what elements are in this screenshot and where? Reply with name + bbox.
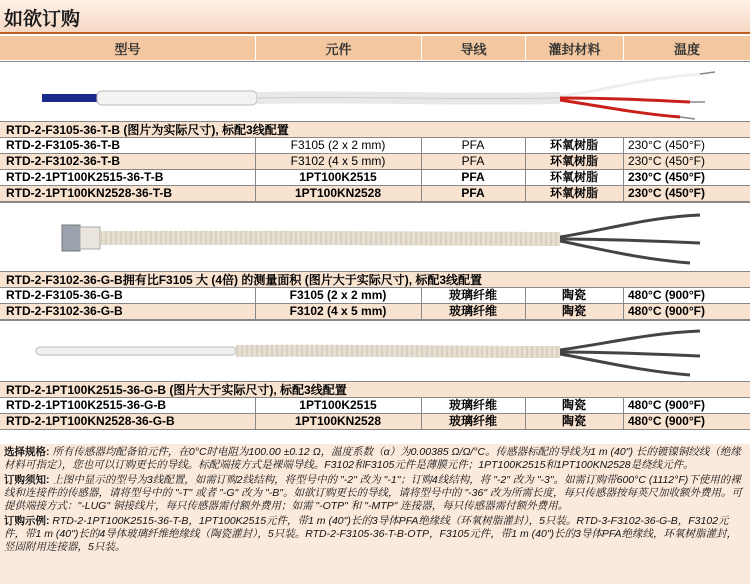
order-note-text: 上图中显示的型号为3线配置，如需订购2线结构，将型号中的 "-2" 改为 "-1"；订购4线结构，将 "-2" 改为 "-3"。如需订购带600°C (1112°F)下使用的裸线和连接件的传感器，请将型号中的 "-T" 或者 "-G" 改为 "-B"。如欲订购更长的导线，请将型号中的 "-36" 改为所需长度，每只传感器按每英尺加收额外费用。可提供端接方式："-LUG" 铜接线片，每只传感器需付额外费用；如需 "-OTP" 和 "-MTP" 连接器，每只传感器需付额外费用。: [4, 474, 742, 512]
temperature-cell: 480°C (900°F): [628, 414, 705, 428]
wire-cell: 玻璃纤维: [448, 398, 497, 412]
potting-cell: 陶瓷: [561, 304, 586, 318]
page-title: 如欲订购: [4, 9, 81, 30]
temperature-cell: 230°C (450°F): [628, 138, 705, 152]
caption-f3102: RTD-2-F3102-36-G-B拥有比F3105 大 (4倍) 的测量面积 (图片大于实际尺寸), 标配3线配置: [0, 272, 750, 288]
table-row: [0, 186, 750, 202]
model-cell: RTD-2-1PT100K2515-36-T-B: [6, 170, 164, 184]
wire-cell: 玻璃纤维: [448, 304, 497, 318]
wire-cell: PFA: [461, 138, 485, 152]
potting-cell: 环氧树脂: [549, 154, 598, 168]
table-row: [0, 414, 750, 430]
table-row: [0, 138, 750, 154]
temperature-cell: 230°C (450°F): [628, 186, 705, 200]
sensor-photo-fiberglass-1pt100: [0, 320, 750, 382]
example-note-label: 订购示例:: [4, 515, 50, 527]
table-row: [0, 304, 750, 320]
wire-cell: PFA: [461, 154, 485, 168]
element-cell: F3102 (4 x 5 mm): [290, 154, 386, 168]
temperature-cell: 230°C (450°F): [628, 170, 705, 184]
element-cell: 1PT100KN2528: [294, 414, 382, 428]
order-note: [4, 474, 746, 513]
element-cell: F3102 (4 x 5 mm): [289, 304, 387, 318]
caption-pfa: RTD-2-F3105-36-T-B (图片为实际尺寸), 标配3线配置: [0, 122, 750, 138]
wire-cell: PFA: [461, 186, 485, 200]
model-cell: RTD-2-F3102-36-G-B: [6, 304, 123, 318]
potting-cell: 陶瓷: [561, 398, 586, 412]
potting-cell: 环氧树脂: [549, 170, 598, 184]
header-temperature: 温度: [624, 36, 750, 60]
caption-1pt100: RTD-2-1PT100K2515-36-G-B (图片大于实际尺寸), 标配3线配置: [0, 382, 750, 398]
table-row: [0, 154, 750, 170]
wire-cell: 玻璃纤维: [448, 414, 497, 428]
model-cell: RTD-2-1PT100KN2528-36-T-B: [6, 186, 173, 200]
model-cell: RTD-2-F3105-36-G-B: [6, 288, 123, 302]
header-wire: 导线: [422, 36, 526, 60]
element-cell: F3105 (2 x 2 mm): [289, 288, 387, 302]
temperature-cell: 480°C (900°F): [628, 304, 705, 318]
wire-cell: PFA: [461, 170, 485, 184]
element-cell: 1PT100KN2528: [294, 186, 382, 200]
table-row: [0, 288, 750, 304]
temperature-cell: 480°C (900°F): [628, 398, 705, 412]
potting-cell: 陶瓷: [561, 414, 586, 428]
model-cell: RTD-2-F3102-36-T-B: [6, 154, 121, 168]
model-cell: RTD-2-1PT100K2515-36-G-B: [6, 398, 167, 412]
potting-cell: 环氧树脂: [549, 186, 598, 200]
wire-cell: 玻璃纤维: [448, 288, 497, 302]
header-model: 型号: [0, 36, 256, 60]
element-cell: F3105 (2 x 2 mm): [290, 138, 386, 152]
example-note-text: RTD-2-1PT100K2515-36-T-B，1PT100K2515元件，带1 m (40")长的3导体PFA绝缘线（环氧树脂灌封），5只装。RTD-3-F3102-36-G-B，F3102元件，带1 m (40")长的4导体玻璃纤维绝缘线（陶瓷灌封），5只装。RTD-2-F3105-36-T-B-OTP，F3105元件，带1 m (40")长的3导体PFA绝缘线，环氧树脂灌封，竖固附用连接器，5只装。: [4, 515, 738, 553]
order-note-label: 订购须知:: [4, 474, 50, 486]
potting-cell: 陶瓷: [561, 288, 586, 302]
sensor-photo-pfa: [0, 61, 750, 122]
sensor-photo-fiberglass-f3102: [0, 202, 750, 272]
table-row: [0, 398, 750, 414]
example-note: [4, 515, 746, 554]
model-cell: RTD-2-F3105-36-T-B: [6, 138, 121, 152]
temperature-cell: 230°C (450°F): [628, 154, 705, 168]
model-cell: RTD-2-1PT100KN2528-36-G-B: [6, 414, 175, 428]
title-bar: [0, 0, 750, 34]
temperature-cell: 480°C (900°F): [628, 288, 705, 302]
spec-note-label: 选择规格:: [4, 446, 50, 458]
header-element: 元件: [256, 36, 422, 60]
element-cell: 1PT100K2515: [299, 170, 377, 184]
notes-section: [0, 444, 750, 584]
table-row: [0, 170, 750, 186]
spec-note: [4, 446, 746, 472]
spec-note-text: 所有传感器均配备铂元件，在0°C时电阻为100.00 ±0.12 Ω，温度系数（α）为0.00385 Ω/Ω/°C。传感器标配的导线为1 m (40") 长的镀镍铜绞线（绝缘材料可指定），您也可以订购更长的导线。标配端接方式是裸端导线。F3102和F3105元件是薄膜元件；1PT100K2515和1PT100KN2528是绕线元件。: [4, 446, 741, 471]
header-potting: 灌封材料: [526, 36, 624, 60]
potting-cell: 环氧树脂: [549, 138, 598, 152]
element-cell: 1PT100K2515: [299, 398, 377, 412]
